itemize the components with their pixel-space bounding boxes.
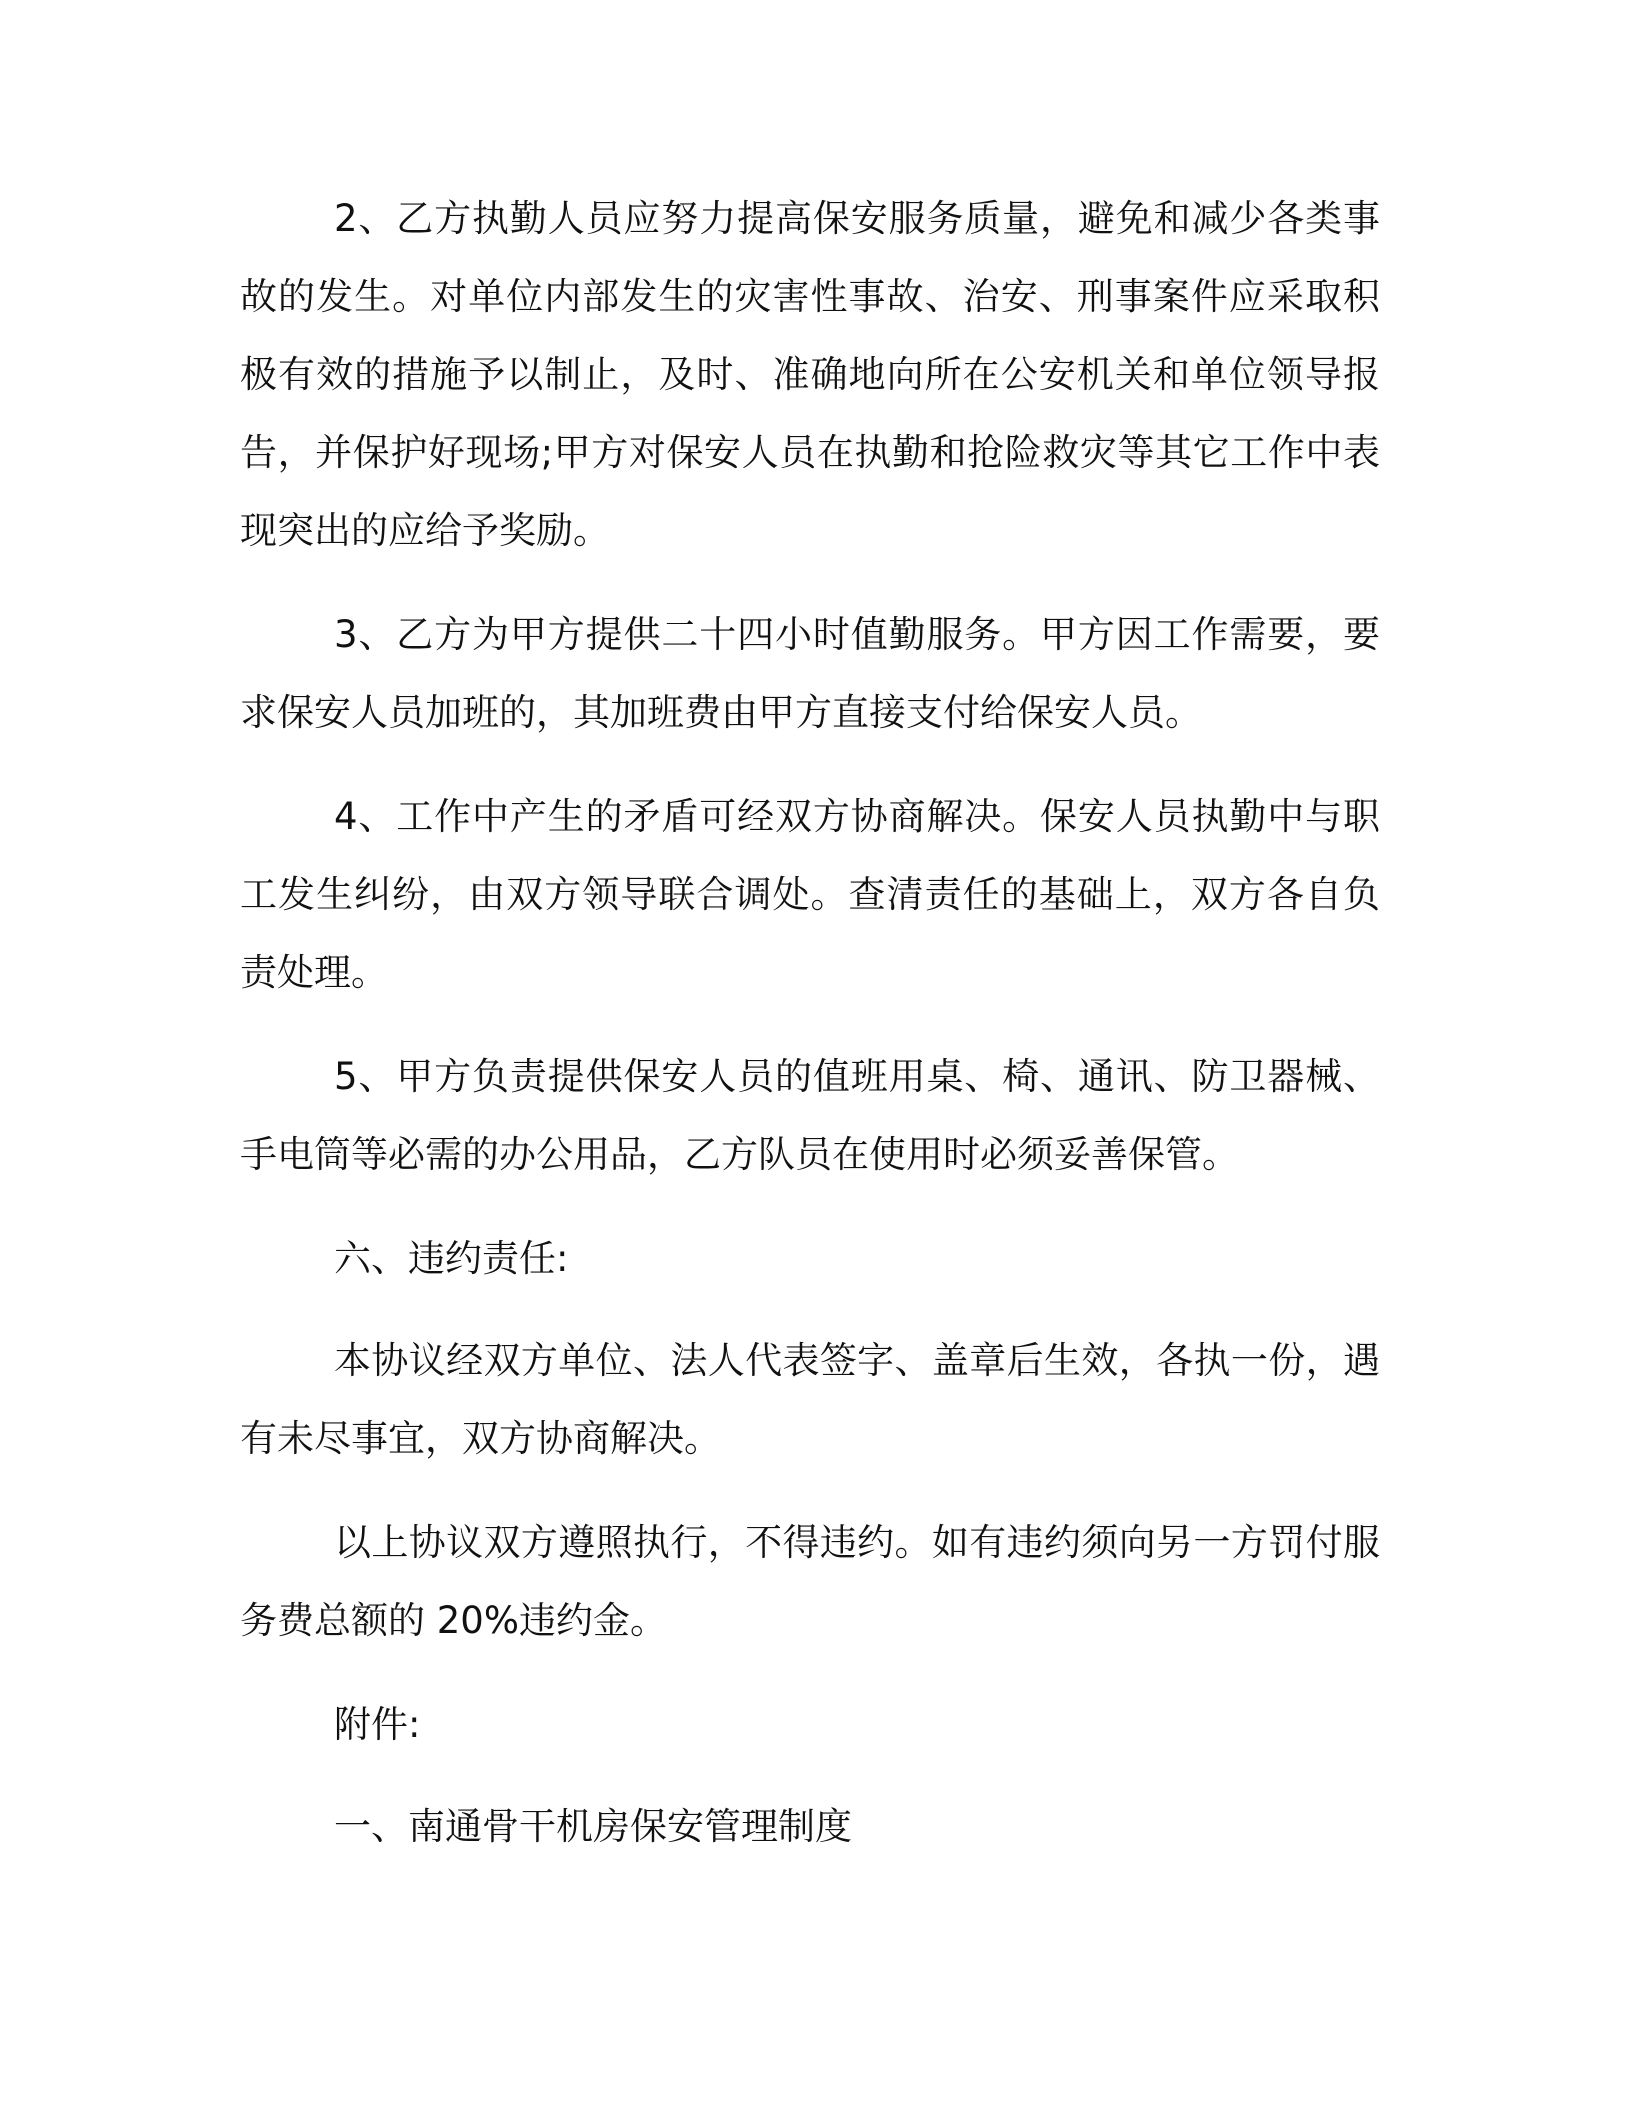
attachment-heading: 附件: (334, 1703, 421, 1746)
attachment-item-1: 一、南通骨干机房保安管理制度 (334, 1805, 852, 1848)
clause-4-paragraph: 4、工作中产生的矛盾可经双方协商解决。保安人员执勤中与职工发生纠纷，由双方领导联合调处。查清责任的基础上，双方各自负责处理。 (240, 795, 1380, 994)
penalty-clause-paragraph: 以上协议双方遵照执行，不得违约。如有违约须向另一方罚付服务费总额的 20%违约金。 (240, 1521, 1380, 1642)
section-heading-breach: 六、违约责任: (334, 1237, 569, 1280)
clause-5-paragraph: 5、甲方负责提供保安人员的值班用桌、椅、通讯、防卫器械、手电筒等必需的办公用品，乙方队员在使用时必须妥善保管。 (240, 1055, 1380, 1176)
clause-2-paragraph: 2、乙方执勤人员应努力提高保安服务质量，避免和减少各类事故的发生。对单位内部发生的灾害性事故、治安、刑事案件应采取积极有效的措施予以制止，及时、准确地向所在公安机关和单位领导报告，并保护好现场;甲方对保安人员在执勤和抢险救灾等其它工作中表现突出的应给予奖励。 (240, 197, 1380, 552)
effective-clause-paragraph: 本协议经双方单位、法人代表签字、盖章后生效，各执一份，遇有未尽事宜，双方协商解决。 (240, 1339, 1380, 1460)
document-body (240, 180, 1380, 1866)
clause-3-paragraph: 3、乙方为甲方提供二十四小时值勤服务。甲方因工作需要，要求保安人员加班的，其加班费由甲方直接支付给保安人员。 (240, 613, 1380, 734)
